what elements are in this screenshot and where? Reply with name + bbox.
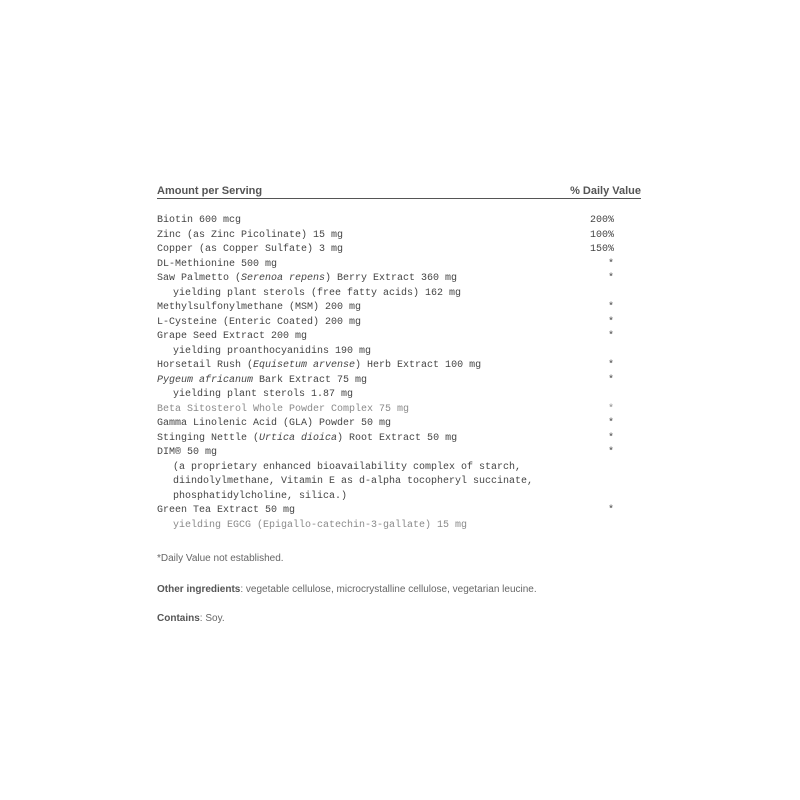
ingredient-sub-row: yielding plant sterols 1.87 mg — [173, 389, 354, 400]
supplement-facts-panel — [157, 183, 641, 533]
ingredient-sub-row: phosphatidylcholine, silica.) — [173, 490, 348, 502]
ingredient-row: Grape Seed Extract 200 mg * — [157, 331, 614, 342]
ingredient-row: Stinging Nettle (Urtica dioica) Root Extract 50 mg * — [157, 432, 614, 444]
amount-per-serving-header: Amount per Serving — [157, 185, 263, 197]
contains-label: Contains — [157, 613, 200, 624]
ingredient-row: DL-Methionine 500 mg * — [157, 258, 614, 270]
ingredient-row: Beta Sitosterol Whole Powder Complex 75 mg * — [157, 403, 614, 415]
ingredient-sub-row: yielding proanthocyanidins 190 mg — [173, 345, 372, 357]
table-header — [157, 183, 641, 199]
ingredient-row: Methylsulfonylmethane (MSM) 200 mg * — [157, 302, 614, 313]
ingredient-row: Gamma Linolenic Acid (GLA) Powder 50 mg * — [157, 418, 614, 429]
ingredient-sub-row: diindolylmethane, Vitamin E as d-alpha tocopheryl succinate, — [173, 476, 534, 487]
daily-value-footnote: *Daily Value not established. — [157, 553, 284, 564]
ingredient-row: L-Cysteine (Enteric Coated) 200 mg * — [157, 316, 614, 328]
ingredient-sub-row: yielding EGCG (Epigallo-catechin-3-gallate) 15 mg — [173, 519, 468, 531]
contains-text: : Soy. — [199, 613, 225, 624]
other-ingredients-label: Other ingredients — [157, 584, 241, 595]
contains-statement — [157, 613, 225, 624]
ingredient-rows — [157, 214, 641, 533]
ingredient-row: DIM® 50 mg * — [157, 447, 614, 458]
other-ingredients-text: : vegetable cellulose, microcrystalline cellulose, vegetarian leucine. — [240, 584, 537, 595]
ingredient-row: Saw Palmetto (Serenoa repens) Berry Extract 360 mg * — [157, 273, 614, 284]
ingredient-row: Pygeum africanum Bark Extract 75 mg * — [157, 374, 614, 386]
ingredient-row: Horsetail Rush (Equisetum arvense) Herb Extract 100 mg * — [157, 360, 614, 371]
ingredient-row: Copper (as Copper Sulfate) 3 mg 150% — [157, 244, 614, 255]
ingredient-row: Biotin 600 mcg 200% — [157, 215, 614, 226]
ingredient-sub-row: yielding plant sterols (free fatty acids) 162 mg — [173, 287, 462, 299]
ingredient-sub-row: (a proprietary enhanced bioavailability complex of starch, — [173, 461, 522, 473]
ingredient-row: Green Tea Extract 50 mg * — [157, 505, 614, 516]
ingredient-row: Zinc (as Zinc Picolinate) 15 mg 100% — [157, 229, 614, 241]
other-ingredients — [157, 584, 537, 595]
daily-value-header: % Daily Value — [570, 185, 641, 197]
